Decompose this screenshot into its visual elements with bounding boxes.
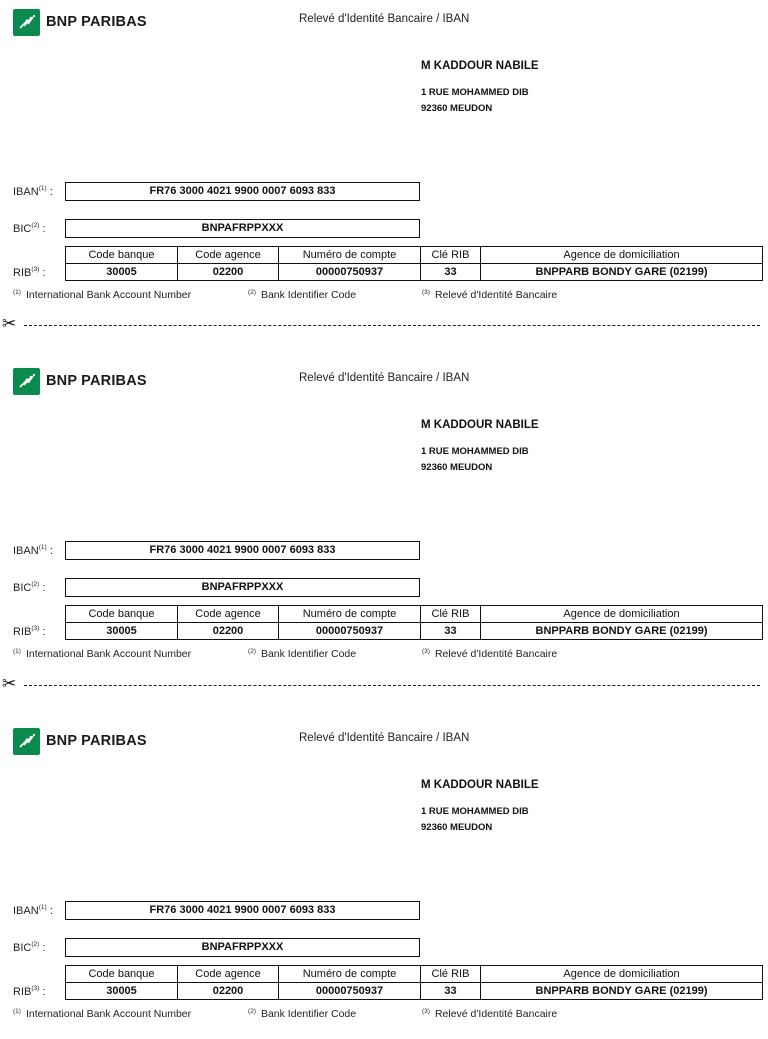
cut-line [0, 314, 768, 334]
footnote-3: $^{(3)}$ Relevé d'Identité Bancaire [422, 648, 558, 660]
document-title: Relevé d'Identité Bancaire / IBAN [299, 732, 470, 744]
account-holder-name: M KADDOUR NABILE [421, 60, 539, 72]
footnote-3: $^{(3)}$ Relevé d'Identité Bancaire [422, 1008, 558, 1020]
cut-line [0, 674, 768, 694]
value-agence-domiciliation: BNPPARB BONDY GARE (02199) [481, 983, 763, 1000]
value-code-banque: 30005 [66, 264, 178, 281]
bic-value: BNPAFRPPXXX [65, 578, 420, 597]
value-cle-rib: 33 [421, 623, 481, 640]
bic-label: BIC$^{(2)}$ : [13, 581, 46, 594]
bank-logo [13, 365, 147, 397]
iban-value: FR76 3000 4021 9900 0007 6093 833 [65, 541, 420, 560]
bank-logo [13, 725, 147, 757]
rib-block [0, 359, 768, 679]
account-holder-name: M KADDOUR NABILE [421, 779, 539, 791]
rib-label: RIB$^{(3)}$ : [13, 625, 46, 638]
header-cle-rib: Clé RIB [421, 606, 481, 623]
bnp-stars-logo-icon [13, 368, 40, 395]
holder-address-line1: 1 RUE MOHAMMED DIB [421, 87, 529, 98]
account-holder-name: M KADDOUR NABILE [421, 419, 539, 431]
rib-block [0, 0, 768, 320]
value-code-banque: 30005 [66, 983, 178, 1000]
header-code-banque: Code banque [66, 247, 178, 264]
footnote-2: $^{(2)}$ Bank Identifier Code [248, 1008, 357, 1020]
value-cle-rib: 33 [421, 264, 481, 281]
dashed-separator [24, 685, 760, 686]
holder-address-line1: 1 RUE MOHAMMED DIB [421, 446, 529, 457]
holder-address-line2: 92360 MEUDON [421, 462, 493, 473]
header-numero-compte: Numéro de compte [279, 606, 421, 623]
value-numero-compte: 00000750937 [279, 264, 421, 281]
holder-address-line1: 1 RUE MOHAMMED DIB [421, 806, 529, 817]
header-code-banque: Code banque [66, 966, 178, 983]
rib-table [65, 965, 763, 1000]
footnote-1: $^{(1)}$ International Bank Account Number [13, 648, 192, 660]
value-code-agence: 02200 [178, 983, 279, 1000]
value-code-agence: 02200 [178, 623, 279, 640]
header-numero-compte: Numéro de compte [279, 247, 421, 264]
rib-table-value-row [66, 264, 763, 281]
bnp-stars-logo-icon [13, 9, 40, 36]
header-agence-domiciliation: Agence de domiciliation [481, 606, 763, 623]
header-cle-rib: Clé RIB [421, 966, 481, 983]
header-agence-domiciliation: Agence de domiciliation [481, 966, 763, 983]
rib-table-value-row [66, 623, 763, 640]
bank-logo [13, 6, 147, 38]
iban-value: FR76 3000 4021 9900 0007 6093 833 [65, 182, 420, 201]
holder-address-line2: 92360 MEUDON [421, 822, 493, 833]
scissors-icon: ✂ [2, 674, 17, 694]
bank-name: BNP PARIBAS [46, 373, 147, 389]
holder-address-line2: 92360 MEUDON [421, 103, 493, 114]
iban-label: IBAN$^{(1)}$ : [13, 544, 53, 557]
header-code-agence: Code agence [178, 966, 279, 983]
rib-table [65, 246, 763, 281]
document-title: Relevé d'Identité Bancaire / IBAN [299, 13, 470, 25]
value-numero-compte: 00000750937 [279, 983, 421, 1000]
bank-name: BNP PARIBAS [46, 14, 147, 30]
footnote-2: $^{(2)}$ Bank Identifier Code [248, 648, 357, 660]
bic-label: BIC$^{(2)}$ : [13, 222, 46, 235]
value-code-agence: 02200 [178, 264, 279, 281]
dashed-separator [24, 325, 760, 326]
value-numero-compte: 00000750937 [279, 623, 421, 640]
bank-name: BNP PARIBAS [46, 733, 147, 749]
document-title: Relevé d'Identité Bancaire / IBAN [299, 372, 470, 384]
rib-table-value-row [66, 983, 763, 1000]
footnote-1: $^{(1)}$ International Bank Account Number [13, 289, 192, 301]
footnote-2: $^{(2)}$ Bank Identifier Code [248, 289, 357, 301]
header-cle-rib: Clé RIB [421, 247, 481, 264]
value-code-banque: 30005 [66, 623, 178, 640]
header-code-agence: Code agence [178, 606, 279, 623]
scissors-icon: ✂ [2, 314, 17, 334]
rib-table-header-row [66, 606, 763, 623]
header-agence-domiciliation: Agence de domiciliation [481, 247, 763, 264]
rib-table-header-row [66, 966, 763, 983]
footnote-1: $^{(1)}$ International Bank Account Number [13, 1008, 192, 1020]
value-cle-rib: 33 [421, 983, 481, 1000]
bic-value: BNPAFRPPXXX [65, 938, 420, 957]
bic-value: BNPAFRPPXXX [65, 219, 420, 238]
header-numero-compte: Numéro de compte [279, 966, 421, 983]
footnote-3: $^{(3)}$ Relevé d'Identité Bancaire [422, 289, 558, 301]
rib-label: RIB$^{(3)}$ : [13, 266, 46, 279]
rib-table [65, 605, 763, 640]
header-code-agence: Code agence [178, 247, 279, 264]
iban-label: IBAN$^{(1)}$ : [13, 185, 53, 198]
value-agence-domiciliation: BNPPARB BONDY GARE (02199) [481, 264, 763, 281]
rib-table-header-row [66, 247, 763, 264]
rib-label: RIB$^{(3)}$ : [13, 985, 46, 998]
value-agence-domiciliation: BNPPARB BONDY GARE (02199) [481, 623, 763, 640]
bic-label: BIC$^{(2)}$ : [13, 941, 46, 954]
rib-block [0, 719, 768, 1039]
iban-value: FR76 3000 4021 9900 0007 6093 833 [65, 901, 420, 920]
bnp-stars-logo-icon [13, 728, 40, 755]
header-code-banque: Code banque [66, 606, 178, 623]
iban-label: IBAN$^{(1)}$ : [13, 904, 53, 917]
